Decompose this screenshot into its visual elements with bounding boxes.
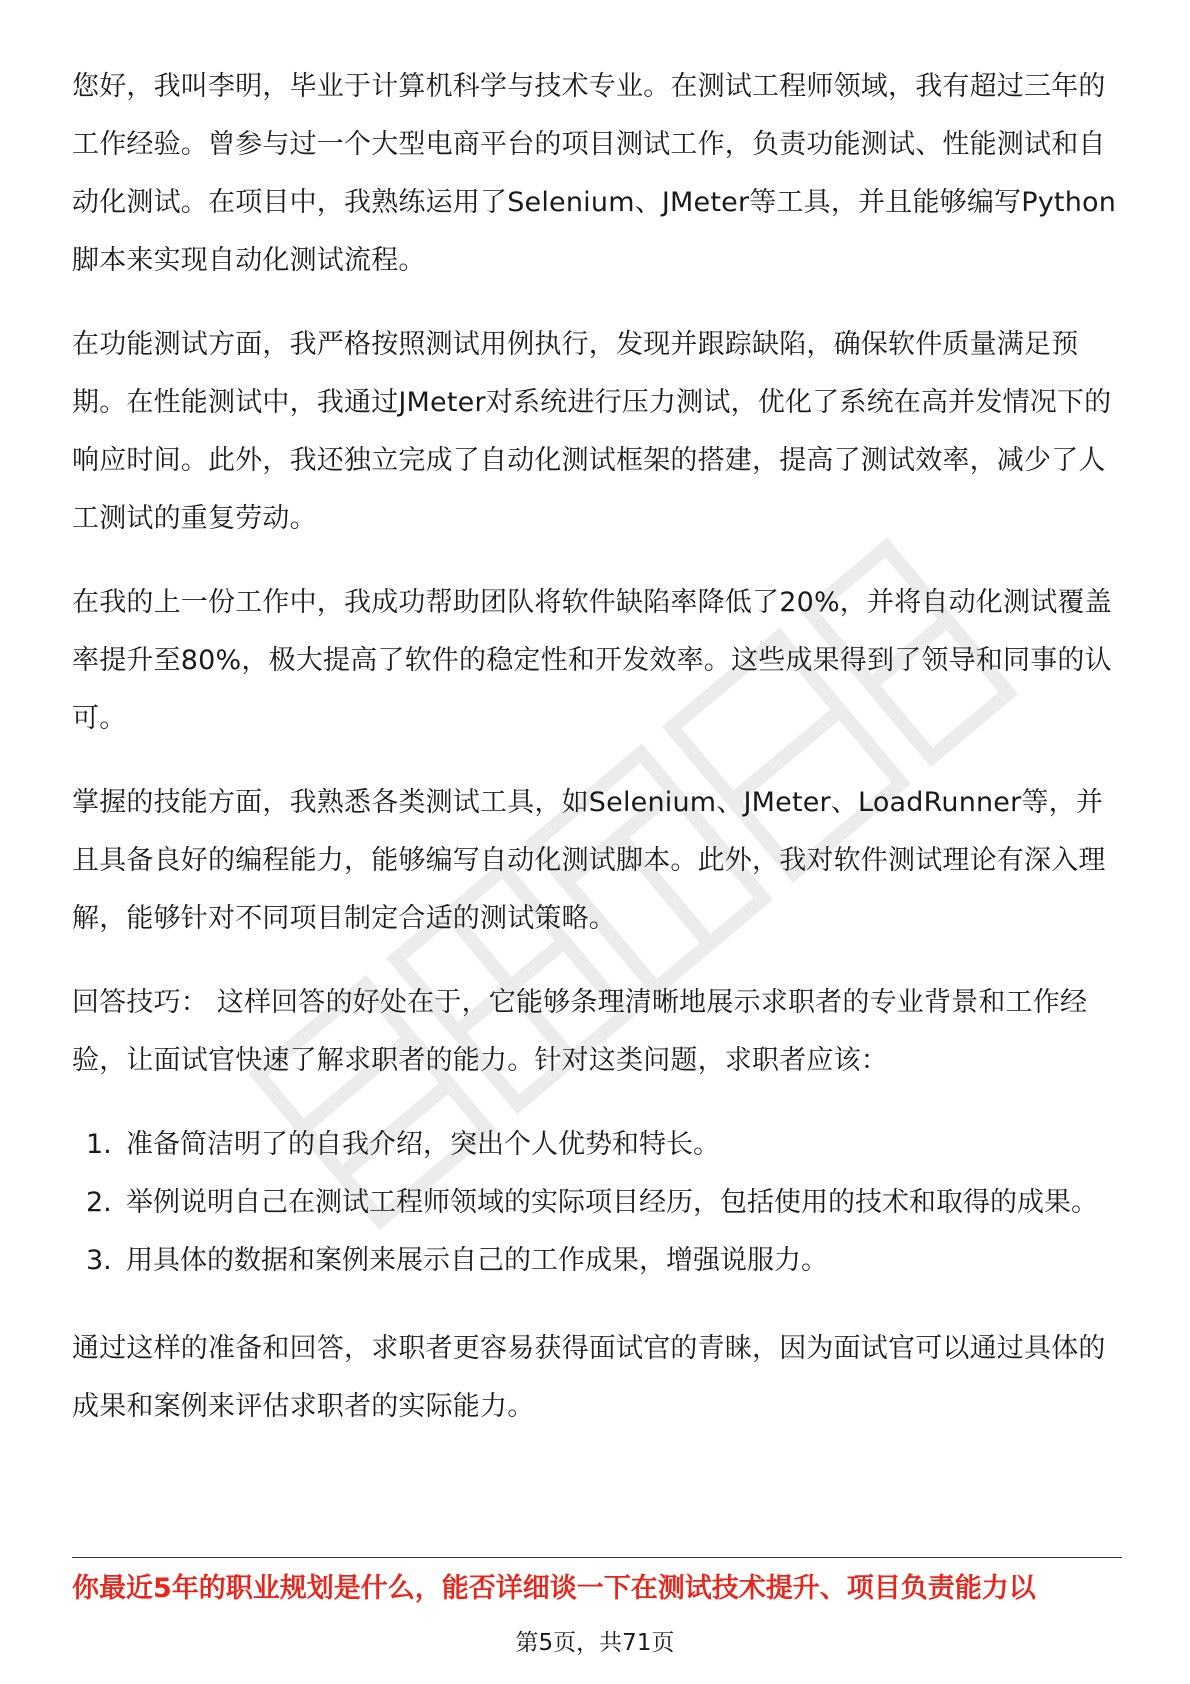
achievements-paragraph: 在我的上一份工作中，我成功帮助团队将软件缺陷率降低了20%，并将自动化测试覆盖率提升至80%，极大提高了软件的稳定性和开发效率。这些成果得到了领导和同事的认可。: [72, 587, 1112, 734]
list-item: [72, 1174, 1122, 1232]
answer-tips-paragraph: 回答技巧： 这样回答的好处在于，它能够条理清晰地展示求职者的专业背景和工作经验，让面试官快速了解求职者的能力。针对这类问题，求职者应该：: [72, 987, 1088, 1076]
list-item: [72, 1232, 1122, 1290]
skills-paragraph: 掌握的技能方面，我熟悉各类测试工具，如Selenium、JMeter、LoadRunner等，并且具备良好的编程能力，能够编写自动化测试脚本。此外，我对软件测试理论有深入理解，能够针对不同项目制定合适的测试策略。: [72, 787, 1106, 934]
page-footer: 第5页，共71页: [515, 1630, 675, 1656]
list-number: 1.: [86, 1129, 112, 1160]
tips-list: [72, 1116, 1122, 1290]
list-item: [72, 1116, 1122, 1174]
list-text: 用具体的数据和案例来展示自己的工作成果，增强说服力。: [126, 1245, 828, 1276]
intro-paragraph: 您好，我叫李明，毕业于计算机科学与技术专业。在测试工程师领域，我有超过三年的工作经验。曾参与过一个大型电商平台的项目测试工作，负责功能测试、性能测试和自动化测试。在项目中，我熟练运用了Selenium、JMeter等工具，并且能够编写Python脚本来实现自动化测试流程。: [72, 71, 1117, 276]
functional-testing-paragraph: 在功能测试方面，我严格按照测试用例执行，发现并跟踪缺陷，确保软件质量满足预期。在性能测试中，我通过JMeter对系统进行压力测试，优化了系统在高并发情况下的响应时间。此外，我还独立完成了自动化测试框架的搭建，提高了测试效率，减少了人工测试的重复劳动。: [72, 329, 1112, 534]
document-body: [72, 58, 1122, 1462]
next-question-heading: 你最近5年的职业规划是什么，能否详细谈一下在测试技术提升、项目负责能力以: [72, 1573, 1036, 1604]
list-text: 准备简洁明了的自我介绍，突出个人优势和特长。: [126, 1129, 720, 1160]
section-divider: [72, 1557, 1122, 1558]
list-number: 3.: [86, 1245, 112, 1276]
closing-paragraph: 通过这样的准备和回答，求职者更容易获得面试官的青睐，因为面试官可以通过具体的成果和案例来评估求职者的实际能力。: [72, 1333, 1106, 1422]
list-number: 2.: [86, 1187, 112, 1218]
list-text: 举例说明自己在测试工程师领域的实际项目经历，包括使用的技术和取得的成果。: [126, 1187, 1098, 1218]
